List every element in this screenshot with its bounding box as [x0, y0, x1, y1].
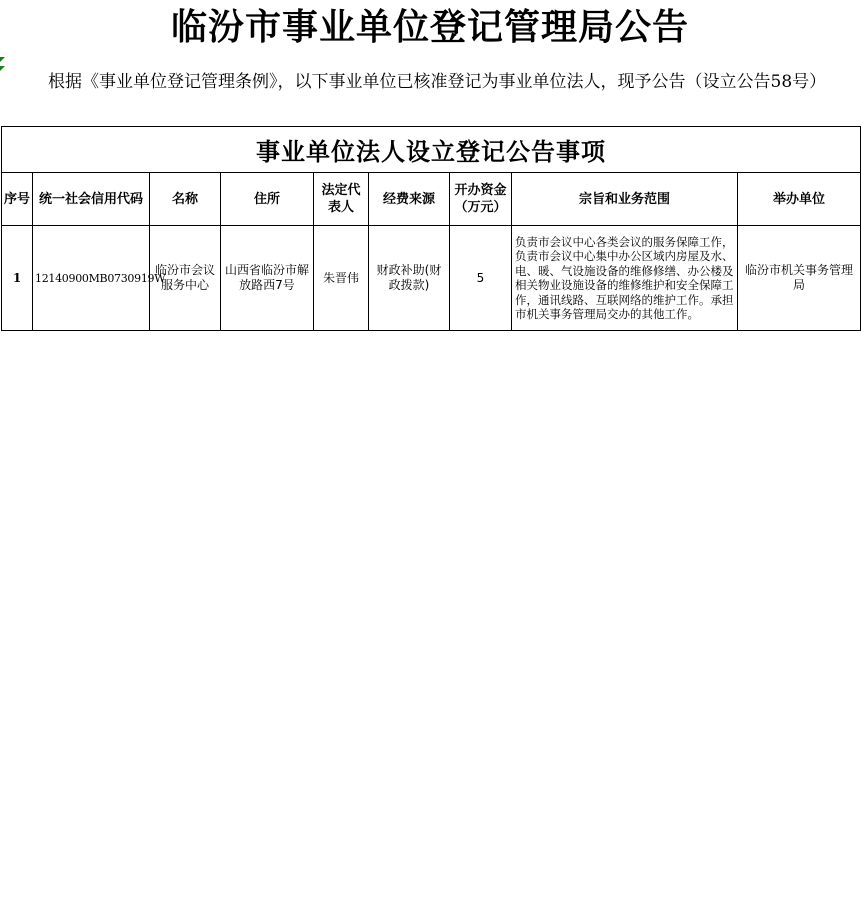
table-header-row	[2, 173, 861, 226]
document-title: 临汾市事业单位登记管理局公告	[170, 6, 689, 48]
cell-address: 山西省临汾市解放路西7号	[221, 226, 314, 331]
cell-seq: 1	[2, 226, 33, 331]
header-address: 住所	[221, 173, 314, 226]
header-sponsor: 举办单位	[738, 173, 861, 226]
cell-funding-source: 财政补助(财政拨款)	[369, 226, 450, 331]
header-capital: 开办资金（万元）	[450, 173, 512, 226]
cell-comment-marker	[0, 57, 5, 62]
header-credit-code: 统一社会信用代码	[33, 173, 150, 226]
cell-business-scope: 负责市会议中心各类会议的服务保障工作，负责市会议中心集中办公区域内房屋及水、电、暖、气设施设备的维修修缮、办公楼及相关物业设施设备的维修维护和安全保障工作，通讯线路、互联网络的维护工作。承担市机关事务管理局交办的其他工作。	[512, 226, 738, 331]
cell-sponsor: 临汾市机关事务管理局	[738, 226, 861, 331]
table-row	[2, 226, 861, 331]
cell-name: 临汾市会议服务中心	[150, 226, 221, 331]
intro-paragraph: 根据《事业单位登记管理条例》，以下事业单位已核准登记为事业单位法人，现予公告（设立公告58号）	[48, 72, 827, 92]
header-seq: 序号	[2, 173, 33, 226]
table-title: 事业单位法人设立登记公告事项	[2, 127, 861, 173]
cell-credit-code: 12140900MB0730919W	[33, 226, 150, 331]
header-legal-rep: 法定代表人	[314, 173, 369, 226]
cell-comment-marker	[0, 66, 5, 71]
header-name: 名称	[150, 173, 221, 226]
cell-capital: 5	[450, 226, 512, 331]
header-business-scope: 宗旨和业务范围	[512, 173, 738, 226]
cell-legal-rep: 朱晋伟	[314, 226, 369, 331]
header-funding-source: 经费来源	[369, 173, 450, 226]
notice-table	[1, 126, 861, 331]
